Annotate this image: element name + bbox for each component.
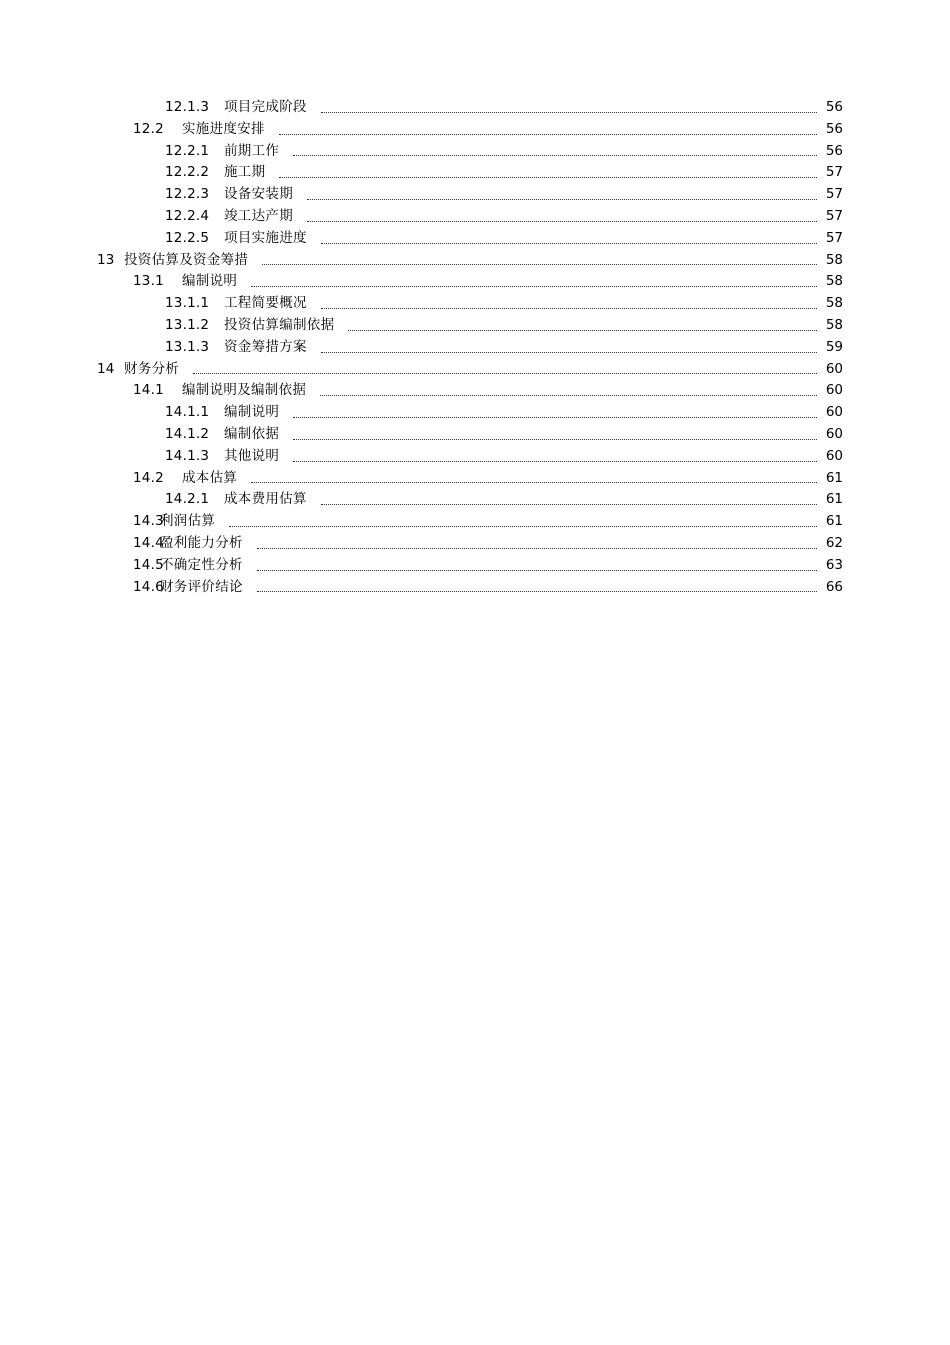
toc-entry-title: 投资估算编制依据 bbox=[224, 316, 335, 333]
toc-entry[interactable] bbox=[0, 380, 950, 402]
toc-entry-page: 60 bbox=[825, 404, 843, 421]
toc-entry-title: 前期工作 bbox=[224, 142, 280, 159]
toc-entry-title: 项目完成阶段 bbox=[224, 99, 307, 115]
toc-leader-dots bbox=[257, 590, 817, 592]
toc-leader-dots bbox=[321, 503, 817, 505]
toc-entry-title: 实施进度安排 bbox=[182, 120, 265, 137]
toc-entry-page: 61 bbox=[825, 469, 843, 486]
toc-entry-number: 13.1.3 bbox=[165, 338, 210, 355]
toc-leader-dots bbox=[257, 547, 817, 549]
toc-entry-page: 60 bbox=[825, 360, 843, 377]
toc-leader-dots bbox=[251, 481, 817, 483]
toc-entry[interactable] bbox=[0, 468, 950, 490]
toc-leader-dots bbox=[279, 176, 817, 178]
toc-entry-title: 其他说明 bbox=[224, 447, 280, 464]
toc-entry-number: 12.2 bbox=[133, 120, 164, 137]
toc-entry[interactable] bbox=[0, 271, 950, 293]
toc-entry-number: 14.1.1 bbox=[165, 404, 210, 421]
toc-entry-number: 12.2.4 bbox=[165, 207, 210, 224]
toc-leader-dots bbox=[348, 329, 817, 331]
toc-entry-title: 编制说明 bbox=[182, 273, 238, 290]
toc-entry[interactable] bbox=[0, 315, 950, 337]
toc-leader-dots bbox=[251, 285, 817, 287]
toc-leader-dots bbox=[293, 154, 817, 156]
toc-entry-title: 盈利能力分析 bbox=[160, 534, 243, 551]
toc-entry-title: 编制依据 bbox=[224, 425, 280, 442]
toc-entry[interactable] bbox=[0, 533, 950, 555]
toc-entry-page: 56 bbox=[825, 142, 843, 159]
toc-entry-title: 编制说明及编制依据 bbox=[182, 382, 307, 399]
toc-entry[interactable] bbox=[0, 97, 950, 119]
toc-entry-title: 工程简要概况 bbox=[224, 295, 307, 312]
toc-entry-number: 12.2.1 bbox=[165, 142, 210, 159]
toc-entry-title: 成本估算 bbox=[182, 469, 238, 486]
toc-entry[interactable] bbox=[0, 555, 950, 577]
toc-leader-dots bbox=[321, 351, 817, 353]
toc-entry-number: 13.1.1 bbox=[165, 295, 210, 312]
toc-entry-number: 14.1 bbox=[133, 382, 164, 399]
toc-entry[interactable] bbox=[0, 489, 950, 511]
toc-leader-dots bbox=[321, 242, 817, 244]
toc-entry[interactable] bbox=[0, 577, 950, 599]
toc-entry-title: 财务评价结论 bbox=[160, 578, 243, 595]
toc-entry-title: 成本费用估算 bbox=[224, 491, 307, 508]
toc-entry-page: 60 bbox=[825, 425, 843, 442]
toc-entry[interactable] bbox=[0, 250, 950, 272]
toc-entry-number: 14.2.1 bbox=[165, 491, 210, 508]
toc-entry-page: 56 bbox=[825, 120, 843, 137]
toc-entry-page: 57 bbox=[825, 186, 843, 203]
toc-leader-dots bbox=[321, 307, 817, 309]
toc-leader-dots bbox=[279, 133, 817, 135]
toc-leader-dots bbox=[307, 198, 817, 200]
toc-entry[interactable] bbox=[0, 228, 950, 250]
toc-entry-title: 编制说明 bbox=[224, 404, 280, 421]
toc-entry-number: 14.1.3 bbox=[165, 447, 210, 464]
toc-leader-dots bbox=[321, 111, 817, 113]
toc-entry[interactable] bbox=[0, 446, 950, 468]
toc-entry[interactable] bbox=[0, 162, 950, 184]
toc-entry-page: 57 bbox=[825, 164, 843, 181]
toc-entry-number: 14.4 bbox=[133, 534, 164, 551]
toc-entry[interactable] bbox=[0, 206, 950, 228]
toc-entry[interactable] bbox=[0, 141, 950, 163]
toc-entry[interactable] bbox=[0, 184, 950, 206]
toc-entry-number: 14.2 bbox=[133, 469, 164, 486]
toc-leader-dots bbox=[293, 460, 817, 462]
toc-entry-page: 57 bbox=[825, 229, 843, 246]
toc-entry-title: 利润估算 bbox=[160, 513, 216, 530]
toc-entry-title: 投资估算及资金筹措 bbox=[124, 251, 249, 268]
toc-entry[interactable] bbox=[0, 402, 950, 424]
toc-entry-number: 14.1.2 bbox=[165, 425, 210, 442]
toc-entry[interactable] bbox=[0, 511, 950, 533]
toc-entry-number: 14.6 bbox=[133, 578, 164, 595]
toc-entry-page: 61 bbox=[825, 491, 843, 508]
toc-entry-page: 60 bbox=[825, 382, 843, 399]
toc-entry[interactable] bbox=[0, 337, 950, 359]
toc-entry[interactable] bbox=[0, 293, 950, 315]
toc-entry-number: 12.2.3 bbox=[165, 186, 210, 203]
toc-leader-dots bbox=[307, 220, 817, 222]
toc-entry-number: 13.1.2 bbox=[165, 316, 210, 333]
toc-entry-number: 14.3 bbox=[133, 513, 164, 530]
toc-leader-dots bbox=[193, 372, 817, 374]
toc-entry-number: 14 bbox=[97, 360, 115, 377]
toc-entry-title: 财务分析 bbox=[124, 360, 180, 377]
toc-entry-page: 61 bbox=[825, 513, 843, 530]
toc-entry-page: 58 bbox=[825, 251, 843, 268]
toc-entry-page: 63 bbox=[825, 556, 843, 573]
toc-entry-page: 58 bbox=[825, 316, 843, 333]
toc-entry-title: 施工期 bbox=[224, 164, 266, 181]
toc-entry[interactable] bbox=[0, 359, 950, 381]
toc-entry-number: 14.5 bbox=[133, 556, 164, 573]
toc-entry-title: 竣工达产期 bbox=[224, 207, 293, 224]
toc-entry-number: 12.2.2 bbox=[165, 164, 210, 181]
toc-entry-number: 13 bbox=[97, 251, 115, 268]
toc-entry-number: 12.1.3 bbox=[165, 99, 210, 115]
toc-entry-page: 56 bbox=[825, 99, 843, 115]
toc-leader-dots bbox=[229, 525, 817, 527]
toc-leader-dots bbox=[257, 569, 817, 571]
toc-entry-page: 58 bbox=[825, 295, 843, 312]
toc-entry-page: 57 bbox=[825, 207, 843, 224]
toc-entry-page: 58 bbox=[825, 273, 843, 290]
toc-entry-number: 12.2.5 bbox=[165, 229, 210, 246]
table-of-contents bbox=[0, 97, 950, 598]
toc-entry-title: 项目实施进度 bbox=[224, 229, 307, 246]
toc-entry-page: 66 bbox=[825, 578, 843, 595]
toc-leader-dots bbox=[293, 416, 817, 418]
toc-entry-page: 60 bbox=[825, 447, 843, 464]
toc-entry-title: 不确定性分析 bbox=[160, 556, 243, 573]
toc-entry-number: 13.1 bbox=[133, 273, 164, 290]
toc-entry-title: 设备安装期 bbox=[224, 186, 293, 203]
toc-entry[interactable] bbox=[0, 119, 950, 141]
toc-leader-dots bbox=[262, 263, 817, 265]
toc-entry[interactable] bbox=[0, 424, 950, 446]
toc-leader-dots bbox=[320, 394, 817, 396]
toc-entry-page: 62 bbox=[825, 534, 843, 551]
toc-entry-page: 59 bbox=[825, 338, 843, 355]
toc-leader-dots bbox=[293, 438, 817, 440]
toc-entry-title: 资金筹措方案 bbox=[224, 338, 307, 355]
